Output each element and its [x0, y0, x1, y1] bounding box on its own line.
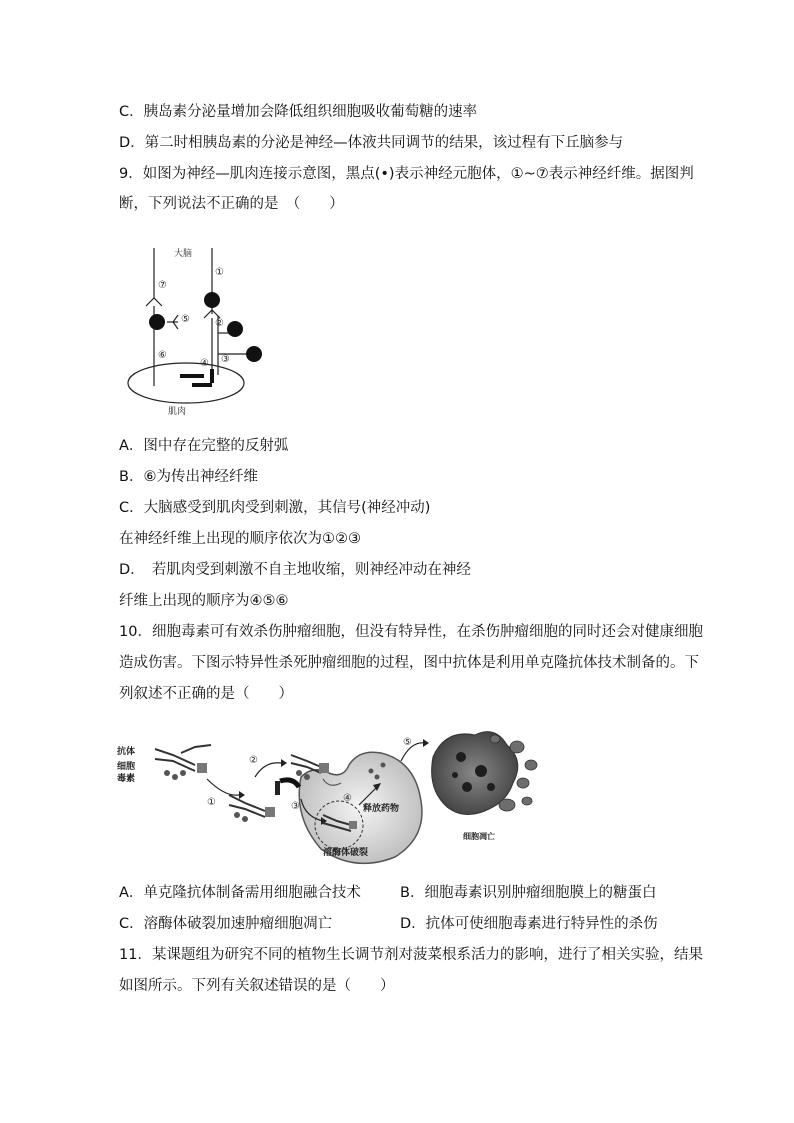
q11-stem-line2: 如图所示。下列有关叙述错误的是（ ） [119, 978, 395, 994]
label-n5: ⑤ [181, 314, 190, 325]
label-n7: ⑦ [158, 280, 167, 291]
label-antibody: 抗体 [117, 747, 136, 757]
antibody-toxin-diagram [115, 717, 545, 875]
label-toxin-1: 细胞 [117, 762, 136, 772]
label-n3: ③ [221, 354, 230, 365]
q10-stem-line1: 10．细胞毒素可有效杀伤肿瘤细胞，但没有特异性，在杀伤肿瘤细胞的同时还会对健康细胞 [119, 624, 703, 640]
q9-option-c-line1: C．大脑感受到肌肉受到刺激，其信号(神经冲动) [119, 500, 431, 516]
q9-stem-line1: 9．如图为神经—肌肉连接示意图，黑点(•)表示神经元胞体，①~⑦表示神经纤维。据图判 [119, 166, 694, 182]
q10-stem-line3: 列叙述不正确的是（ ） [119, 686, 293, 702]
q9-option-b: B．⑥为传出神经纤维 [119, 469, 258, 485]
label-brain: 大脑 [174, 249, 193, 259]
q10-option-c: C．溶酶体破裂加速肿瘤细胞凋亡 [119, 916, 333, 932]
label-cell-death: 细胞凋亡 [463, 832, 495, 841]
q10-option-d: D．抗体可使细胞毒素进行特异性的杀伤 [400, 916, 658, 932]
label-toxin-2: 毒素 [117, 774, 136, 784]
label-release-drug: 释放药物 [363, 804, 400, 814]
q11-stem-line1: 11．某课题组为研究不同的植物生长调节剂对菠菜根系活力的影响，进行了相关实验，结果 [119, 947, 703, 963]
q10-stem-line2: 造成伤害。下图示特异性杀死肿瘤细胞的过程，图中抗体是利用单克隆抗体技术制备的。下 [119, 655, 699, 671]
label-n1: ① [215, 267, 224, 278]
q9-option-c-line2: 在神经纤维上出现的顺序依次为①②③ [119, 531, 361, 547]
q8-option-c: C．胰岛素分泌量增加会降低组织细胞吸收葡萄糖的速率 [119, 104, 478, 120]
step-4: ④ [343, 793, 352, 804]
label-muscle: 肌肉 [168, 407, 187, 417]
label-n6: ⑥ [158, 350, 167, 361]
q9-option-d-line2: 纤维上出现的顺序为④⑤⑥ [119, 593, 289, 609]
q9-option-d-line1: D． 若肌肉受到刺激不自主地收缩，则神经冲动在神经 [119, 562, 471, 578]
q9-stem-line2: 断，下列说法不正确的是 （ ） [119, 196, 344, 212]
neuron-body-top [204, 292, 220, 308]
label-lysosome: 溶酶体破裂 [323, 848, 369, 858]
neuron-body-left [149, 314, 165, 330]
label-n2: ② [215, 318, 224, 329]
neuron-body-mid [227, 321, 243, 337]
step-5: ⑤ [403, 737, 412, 748]
nerve-muscle-diagram [120, 238, 280, 418]
step-1: ① [207, 797, 216, 808]
neuron-body-bottom [246, 346, 262, 362]
q10-option-a: A．单克隆抗体制备需用细胞融合技术 [119, 885, 361, 901]
step-2: ② [249, 755, 258, 766]
q9-option-a: A．图中存在完整的反射弧 [119, 438, 289, 454]
q10-option-b: B．细胞毒素识别肿瘤细胞膜上的糖蛋白 [400, 885, 657, 901]
step-3: ③ [291, 801, 300, 812]
label-n4: ④ [200, 358, 209, 369]
q8-option-d: D．第二时相胰岛素的分泌是神经—体液共同调节的结果，该过程有下丘脑参与 [119, 135, 624, 151]
